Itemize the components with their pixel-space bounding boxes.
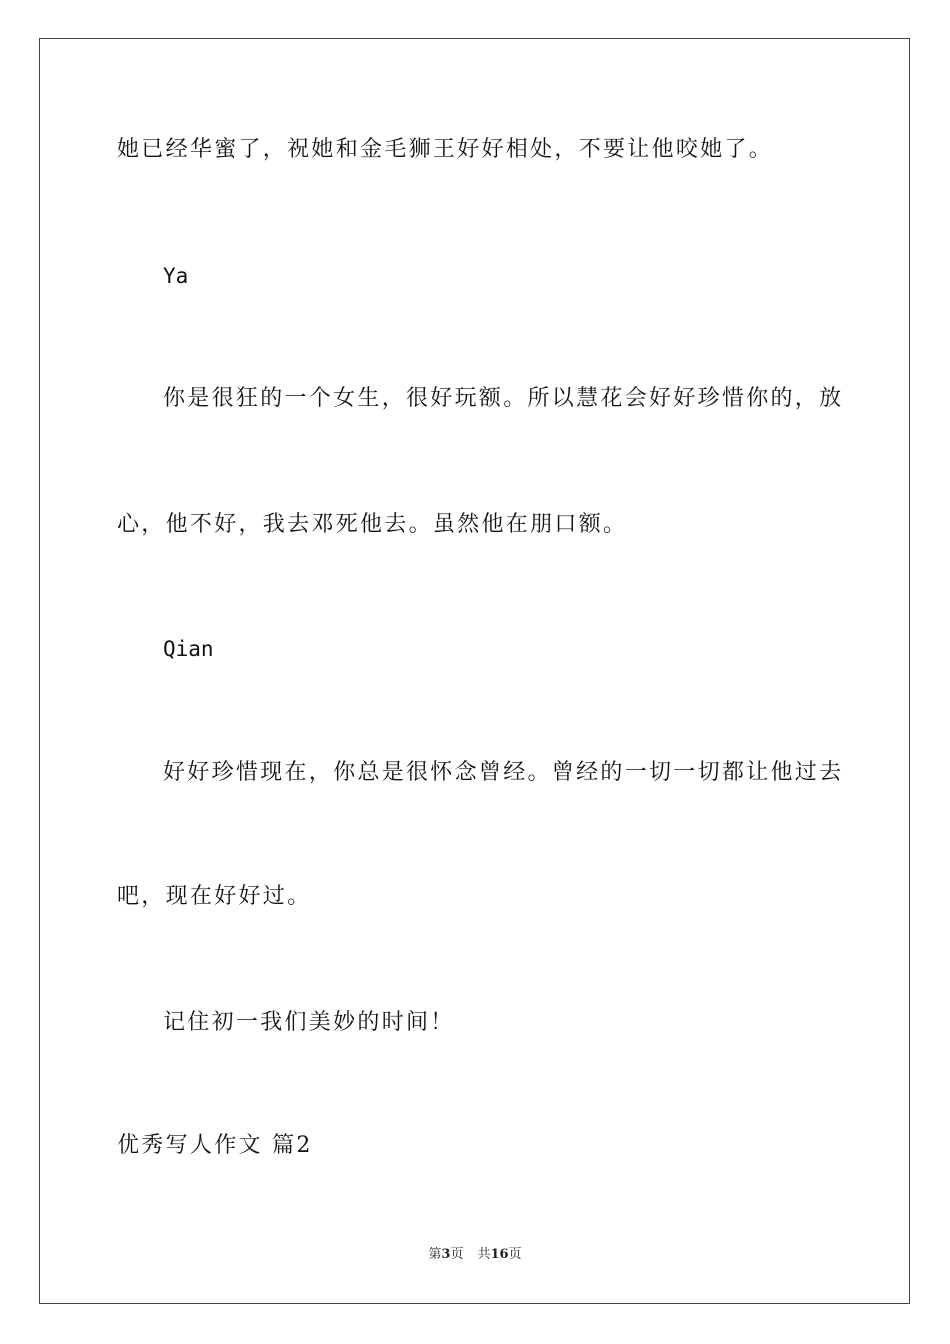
paragraph-line: 吧，现在好好过。 bbox=[117, 884, 312, 909]
page-prefix: 第 bbox=[428, 1247, 442, 1262]
total-pages: 16 bbox=[490, 1247, 509, 1262]
page-suffix: 页 bbox=[450, 1247, 464, 1262]
name-heading: Qian bbox=[163, 637, 214, 661]
paragraph-line: 心，他不好，我去邓死他去。虽然他在朋口额。 bbox=[117, 512, 628, 537]
paragraph-line: 你是很狂的一个女生，很好玩额。所以慧花会好好珍惜你的，放 bbox=[163, 386, 844, 411]
paragraph-line: 她已经华蜜了，祝她和金毛狮王好好相处，不要让他咬她了。 bbox=[117, 137, 774, 162]
name-heading: Ya bbox=[163, 264, 189, 288]
page-number: 3 bbox=[441, 1247, 451, 1262]
page-footer bbox=[0, 1247, 950, 1263]
page-border bbox=[39, 38, 910, 1304]
section-title: 优秀写人作文 篇2 bbox=[117, 1133, 313, 1158]
total-suffix: 页 bbox=[508, 1247, 522, 1262]
total-prefix: 共 bbox=[477, 1247, 491, 1262]
paragraph-line: 记住初一我们美妙的时间！ bbox=[163, 1010, 455, 1035]
paragraph-line: 好好珍惜现在，你总是很怀念曾经。曾经的一切一切都让他过去 bbox=[163, 760, 844, 785]
